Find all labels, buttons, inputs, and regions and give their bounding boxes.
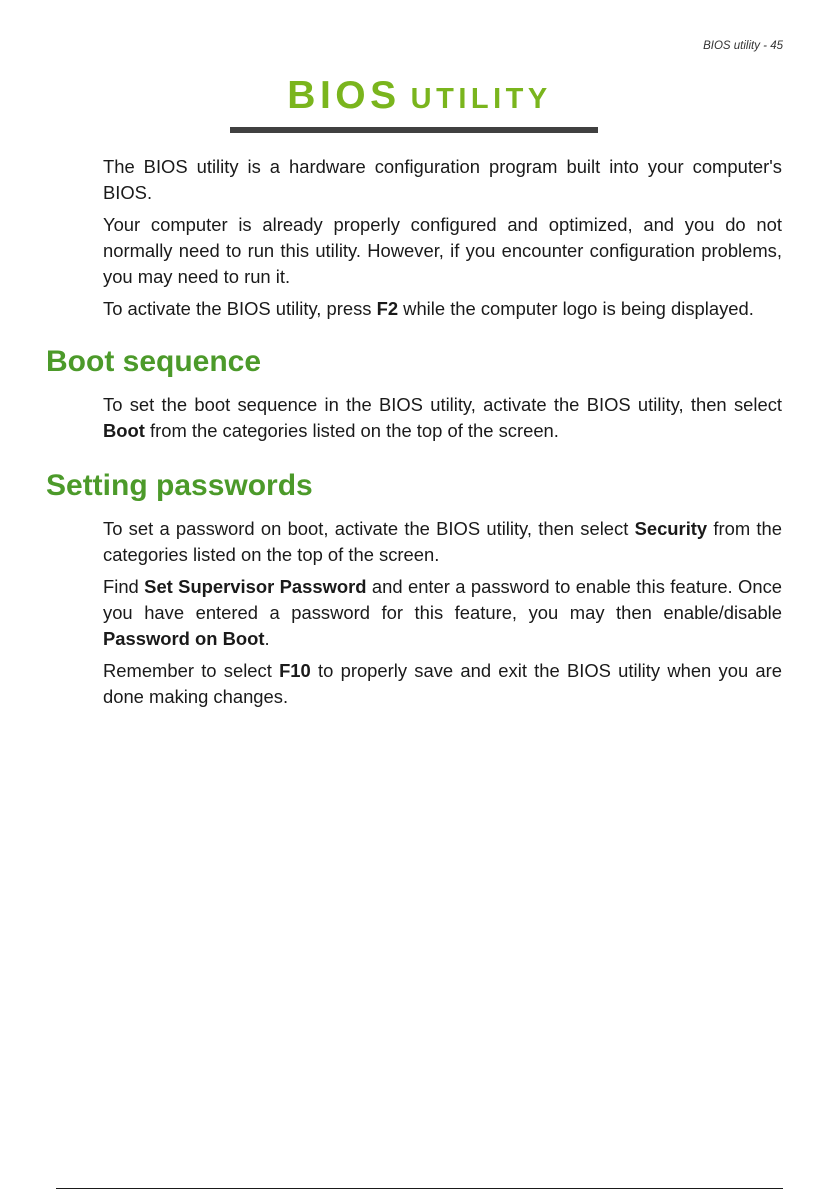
passwords-paragraph-3 [103,658,782,710]
intro-paragraph-3 [103,296,782,322]
title-underline [230,127,598,133]
intro-paragraph-2: Your computer is already properly configured and optimized, and you do not normally need to run this utility. However, if you encounter configuration problems, you may need to run it. [103,214,782,287]
boot-sequence-heading: Boot sequence [46,345,262,378]
f2-key: F2 [376,298,399,319]
pw-p2-text-a: Find [103,576,145,597]
intro-p3-text-c: while the computer logo is being displayed. [398,298,754,319]
security-keyword: Security [634,518,708,539]
intro-p3-text-a: To activate the BIOS utility, press [103,298,377,319]
pw-p3-text-a: Remember to select [103,660,280,681]
boot-p1-text-a: To set the boot sequence in the BIOS utility, activate the BIOS utility, then select [103,394,782,415]
set-supervisor-password-keyword: Set Supervisor Password [144,576,367,597]
password-on-boot-keyword: Password on Boot [103,628,265,649]
boot-keyword: Boot [103,420,145,441]
boot-paragraph [103,392,782,444]
passwords-paragraph-1 [103,516,782,568]
chapter-title-first-word: BIOS [287,74,401,117]
footer-rule [56,1188,783,1189]
pw-p1-text-a: To set a password on boot, activate the BIOS utility, then select [103,518,635,539]
pw-p3-text-c: to properly save and exit the BIOS utility when you are done making changes. [103,660,782,707]
page-content [0,154,839,716]
chapter-title-second-word: UTILITY [410,83,552,115]
running-header: BIOS utility - 45 [703,40,783,52]
f10-key: F10 [279,660,311,681]
pw-p2-text-e: . [264,628,270,649]
boot-p1-text-c: from the categories listed on the top of the screen. [144,420,559,441]
passwords-paragraph-2 [103,574,782,652]
setting-passwords-heading: Setting passwords [46,469,313,502]
pw-p1-text-c: from the categories listed on the top of the screen. [103,518,782,565]
chapter-title [0,74,839,118]
intro-paragraph-1: The BIOS utility is a hardware configuration program built into your computer's BIOS. [103,156,782,203]
pw-p2-text-c: and enter a password to enable this feature. Once you have entered a password for this feature, you may then enable/disable [103,576,783,623]
